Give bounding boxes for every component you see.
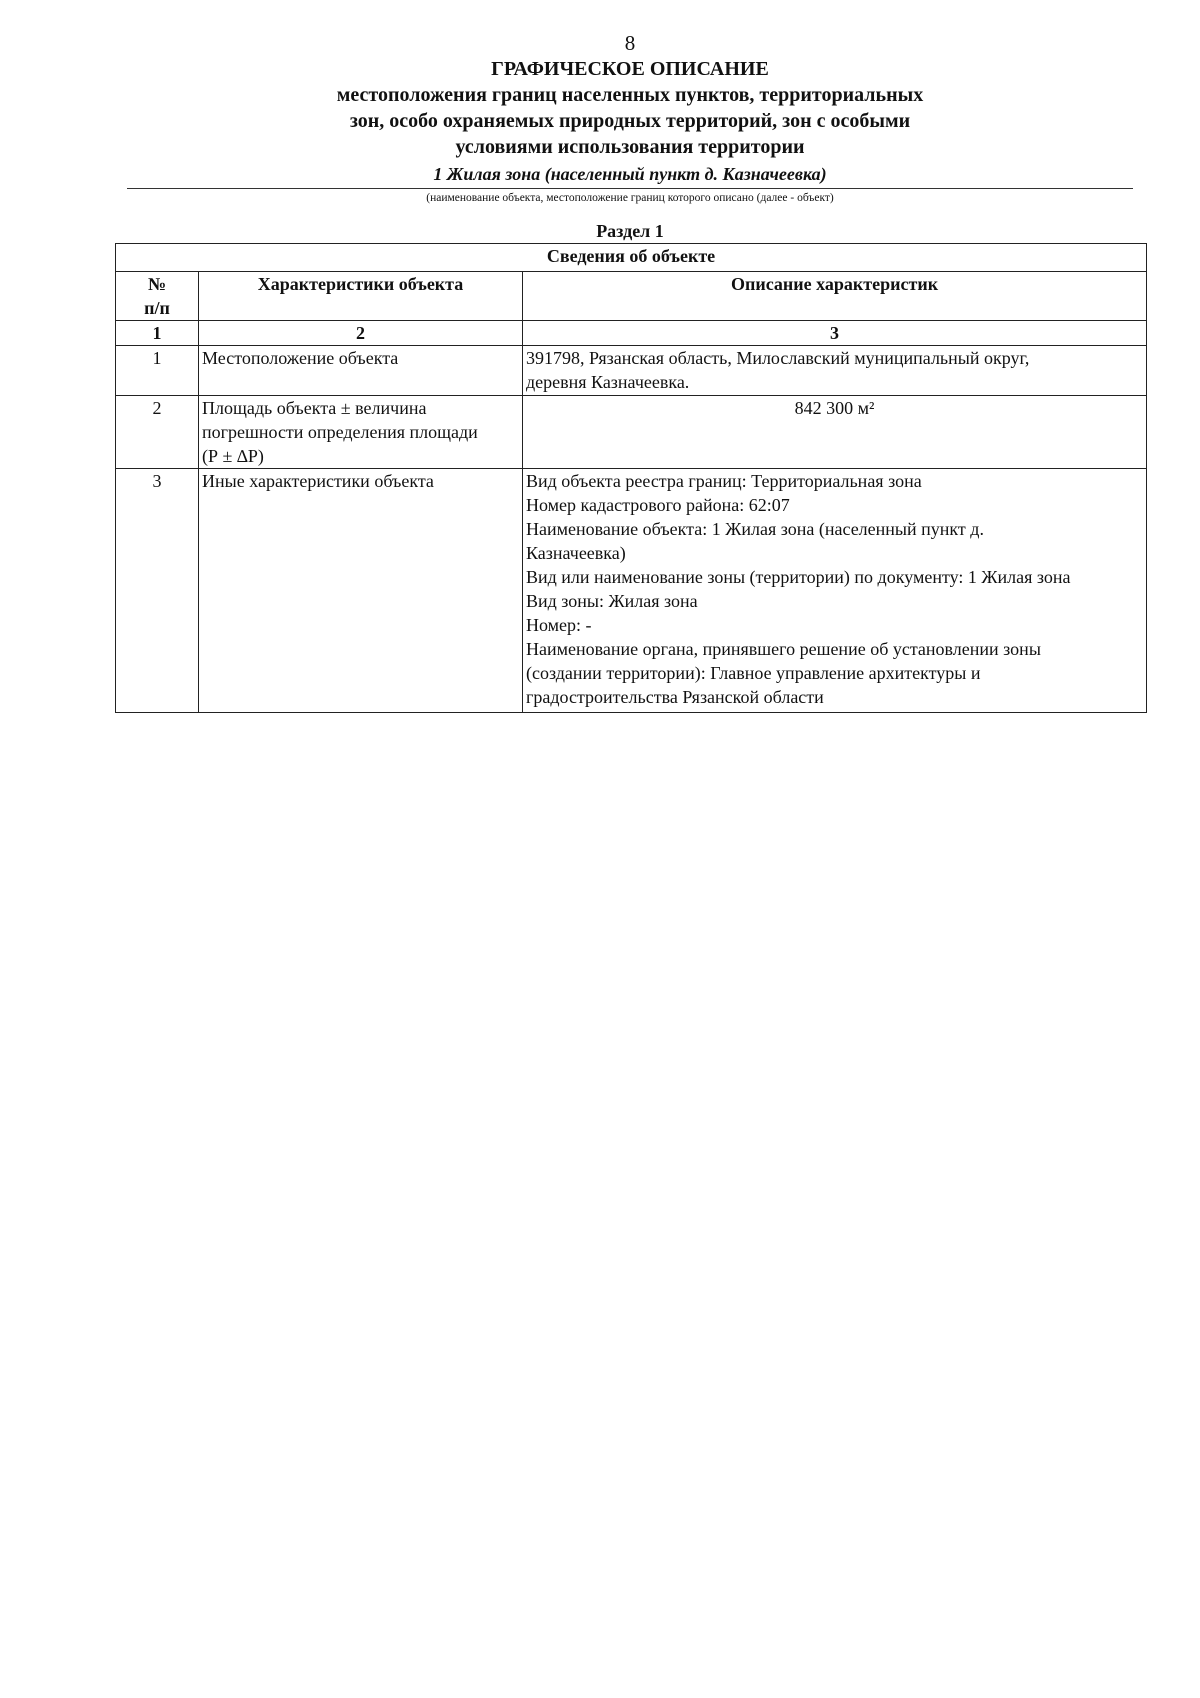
characteristic-line: (Р ± ∆Р)	[202, 446, 264, 466]
row-characteristic	[199, 396, 523, 469]
description-line: Наименование органа, принявшего решение об установлении зоны	[526, 639, 1041, 659]
header-num-line: №	[147, 274, 167, 294]
description-line: 391798, Рязанская область, Милославский муниципальный округ,	[526, 348, 1030, 368]
characteristic-line: Площадь объекта ± величина	[202, 398, 427, 418]
description-line: деревня Казначеевка.	[526, 372, 690, 392]
table-caption: Сведения об объекте	[116, 244, 1147, 272]
row-characteristic: Местоположение объекта	[199, 346, 523, 396]
header-description: Описание характеристик	[523, 272, 1147, 321]
document-subtitle	[127, 82, 1133, 160]
object-name: 1 Жилая зона (населенный пункт д. Казначеевка)	[433, 164, 827, 184]
subtitle-line: зон, особо охраняемых природных территорий, зон с особыми	[349, 110, 911, 132]
description-line: градостроительства Рязанской области	[526, 687, 824, 707]
subtitle-line: местоположения границ населенных пунктов, территориальных	[336, 84, 924, 106]
header-num-line: п/п	[144, 298, 170, 318]
column-number-row	[116, 321, 1147, 346]
row-number: 1	[116, 346, 199, 396]
subtitle-line: условиями использования территории	[455, 136, 805, 158]
description-line: Вид объекта реестра границ: Территориальная зона	[526, 471, 922, 491]
row-description	[523, 346, 1147, 396]
table-row	[116, 396, 1147, 469]
description-line: Номер: -	[526, 615, 592, 635]
row-description: 842 300 м²	[523, 396, 1147, 469]
table-header-row	[116, 272, 1147, 321]
object-name-caption: (наименование объекта, местоположение границ которого описано (далее - объект)	[426, 192, 834, 204]
table-caption-row	[116, 244, 1147, 272]
description-line: Наименование объекта: 1 Жилая зона (населенный пункт д.	[526, 519, 984, 539]
section-title: Раздел 1	[596, 221, 664, 241]
header-num	[116, 272, 199, 321]
description-line: Вид зоны: Жилая зона	[526, 591, 698, 611]
row-number: 2	[116, 396, 199, 469]
characteristic-line: погрешности определения площади	[202, 422, 478, 442]
document-header	[127, 30, 1133, 206]
description-line: (создании территории): Главное управление архитектуры и	[526, 663, 981, 683]
table-row	[116, 469, 1147, 713]
description-line: Казначеевка)	[526, 543, 626, 563]
object-info-table	[115, 243, 1147, 713]
description-line: Вид или наименование зоны (территории) по документу: 1 Жилая зона	[526, 567, 1071, 587]
column-number: 2	[199, 321, 523, 346]
row-characteristic: Иные характеристики объекта	[199, 469, 523, 713]
object-name-underline	[127, 188, 1133, 189]
column-number: 3	[523, 321, 1147, 346]
column-number: 1	[116, 321, 199, 346]
document-title: ГРАФИЧЕСКОЕ ОПИСАНИЕ	[491, 58, 769, 80]
row-number: 3	[116, 469, 199, 713]
page-number: 8	[624, 31, 636, 55]
table-row	[116, 346, 1147, 396]
description-line: Номер кадастрового района: 62:07	[526, 495, 790, 515]
row-description	[523, 469, 1147, 713]
header-characteristics: Характеристики объекта	[199, 272, 523, 321]
